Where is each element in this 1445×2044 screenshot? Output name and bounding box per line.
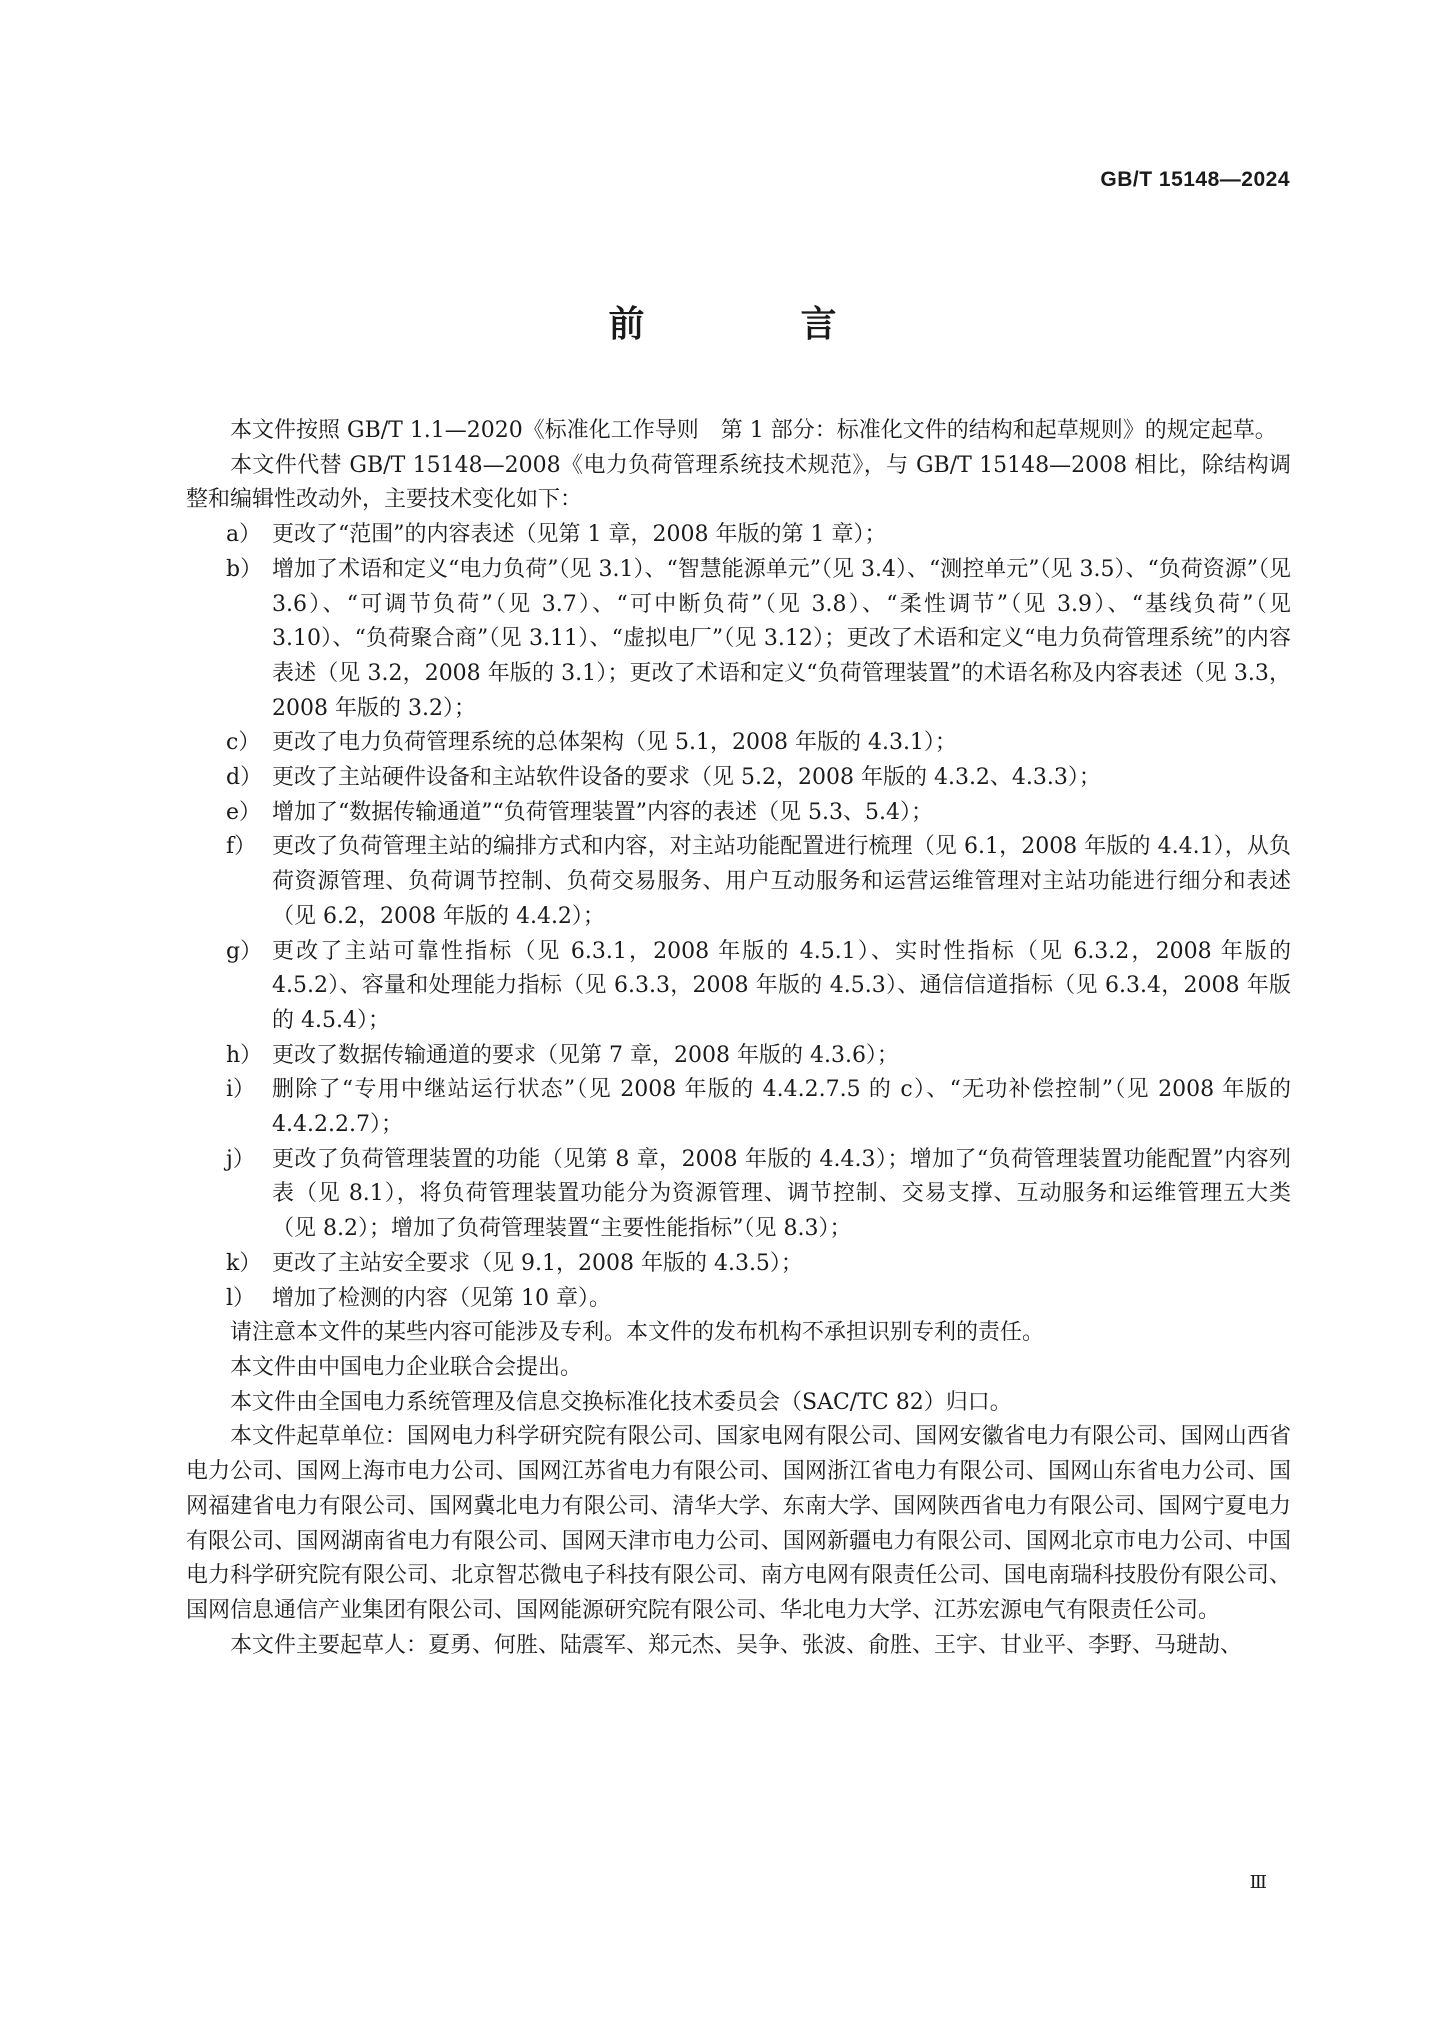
paragraph-proposer: 本文件由中国电力企业联合会提出。 [230,1354,583,1380]
paragraph-technical-committee: 本文件由全国电力系统管理及信息交换标准化技术委员会（SAC/TC 82）归口。 [230,1389,1012,1415]
list-item-text: 更改了主站安全要求（见 9.1，2008 年版的 4.3.5）； [272,1250,803,1276]
list-item-text: 更改了主站硬件设备和主站软件设备的要求（见 5.2，2008 年版的 4.3.2、4.3.3）； [272,765,1101,791]
list-marker: j） [226,1146,255,1172]
list-item-text: 更改了电力负荷管理系统的总体架构（见 5.1，2008 年版的 4.3.1）； [272,730,957,756]
paragraph-drafters: 本文件主要起草人：夏勇、何胜、陆震军、郑元杰、吴争、张波、俞胜、王宇、甘业平、李野、马琎劼、 [230,1632,1243,1658]
list-item [186,1282,1291,1317]
list-item-text: 更改了负荷管理主站的编排方式和内容，对主站功能配置进行梳理（见 6.1，2008 年版的 4.4.1），从负荷资源管理、负荷调节控制、负荷交易服务、用户互动服务和运营运维管理对主站功能进行细分和表述（见 6.2，2008 年版的 4.4.2）； [272,834,1291,929]
list-item [186,1247,1291,1282]
list-item [186,761,1291,796]
list-marker: g） [226,938,263,964]
list-item-text: 增加了检测的内容（见第 10 章）。 [272,1285,611,1311]
standard-code: GB/T 15148—2024 [1100,168,1290,191]
list-item-text: 增加了“数据传输通道”“负荷管理装置”内容的表述（见 5.3、5.4）； [272,799,933,825]
list-item [186,1073,1291,1142]
list-marker: k） [226,1250,262,1276]
list-marker: f） [226,834,257,860]
paragraph-drafting-rules: 本文件按照 GB/T 1.1—2020《标准化工作导则 第 1 部分：标准化文件的结构和起草规则》的规定起草。 [230,418,1277,443]
list-item-text: 删除了“专用中继站运行状态”（见 2008 年版的 4.4.2.7.5 的 c）、“无功补偿控制”（见 2008 年版的 4.4.2.2.7）； [272,1077,1291,1138]
list-item-text: 更改了数据传输通道的要求（见第 7 章，2008 年版的 4.3.6）； [272,1042,899,1068]
paragraph-replacement: 本文件代替 GB/T 15148—2008《电力负荷管理系统技术规范》，与 GB/T 15148—2008 相比，除结构调整和编辑性改动外，主要技术变化如下： [186,452,1291,513]
paragraph-drafting-organizations: 本文件起草单位：国网电力科学研究院有限公司、国家电网有限公司、国网安徽省电力有限公司、国网山西省电力公司、国网上海市电力公司、国网江苏省电力有限公司、国网浙江省电力有限公司、国网山东省电力公司、国网福建省电力有限公司、国网冀北电力有限公司、清华大学、东南大学、国网陕西省电力有限公司、国网宁夏电力有限公司、国网湖南省电力有限公司、国网天津市电力公司、国网新疆电力有限公司、国网北京市电力公司、中国电力科学研究院有限公司、北京智芯微电子科技有限公司、南方电网有限责任公司、国电南瑞科技股份有限公司、国网信息通信产业集团有限公司、国网能源研究院有限公司、华北电力大学、江苏宏源电气有限责任公司。 [186,1424,1291,1623]
page-number: Ⅲ [1249,1872,1267,1893]
list-item [186,518,1291,553]
page-title: 前 言 [608,304,897,345]
list-item-text: 更改了负荷管理装置的功能（见第 8 章，2008 年版的 4.4.3）；增加了“负荷管理装置功能配置”内容列表（见 8.1），将负荷管理装置功能分为资源管理、调节控制、交易支撑、互动服务和运维管理五大类（见 8.2）；增加了负荷管理装置“主要性能指标”（见 8.3）； [272,1146,1291,1242]
list-marker: l） [226,1285,256,1311]
list-marker: h） [226,1042,263,1068]
list-item [186,796,1291,831]
list-marker: b） [226,556,263,582]
list-item [186,726,1291,761]
paragraph-patent-notice: 请注意本文件的某些内容可能涉及专利。本文件的发布机构不承担识别专利的责任。 [230,1320,1045,1346]
list-item-text: 更改了“范围”的内容表述（见第 1 章，2008 年版的第 1 章）； [272,522,887,548]
list-item [186,553,1291,727]
list-item-text: 增加了术语和定义“电力负荷”（见 3.1）、“智慧能源单元”（见 3.4）、“测控单元”（见 3.5）、“负荷资源”（见 3.6）、“可调节负荷”（见 3.7）、“可中断负荷”（见 3.8）、“柔性调节”（见 3.9）、“基线负荷”（见 3.10）、“负荷聚合商”（见 3.11）、“虚拟电厂”（见 3.12）；更改了术语和定义“电力负荷管理系统”的内容表述（见 3.2，2008 年版的 3.1）；更改了术语和定义“负荷管理装置”的术语名称及内容表述（见 3.3，2008 年版的 3.2）； [272,556,1291,721]
foreword-body [186,414,1291,1663]
list-item [186,1039,1291,1074]
list-item [186,935,1291,1039]
list-marker: c） [226,730,261,756]
list-marker: a） [226,522,262,548]
list-marker: e） [226,799,262,825]
list-marker: d） [226,765,263,791]
list-item [186,830,1291,934]
list-item [186,1143,1291,1247]
list-marker: i） [226,1077,256,1103]
list-item-text: 更改了主站可靠性指标（见 6.3.1，2008 年版的 4.5.1）、实时性指标（见 6.3.2，2008 年版的 4.5.2）、容量和处理能力指标（见 6.3.3，2008 年版的 4.5.3）、通信信道指标（见 6.3.4，2008 年版的 4.5.4）； [272,938,1291,1033]
changes-list [186,518,1291,1316]
